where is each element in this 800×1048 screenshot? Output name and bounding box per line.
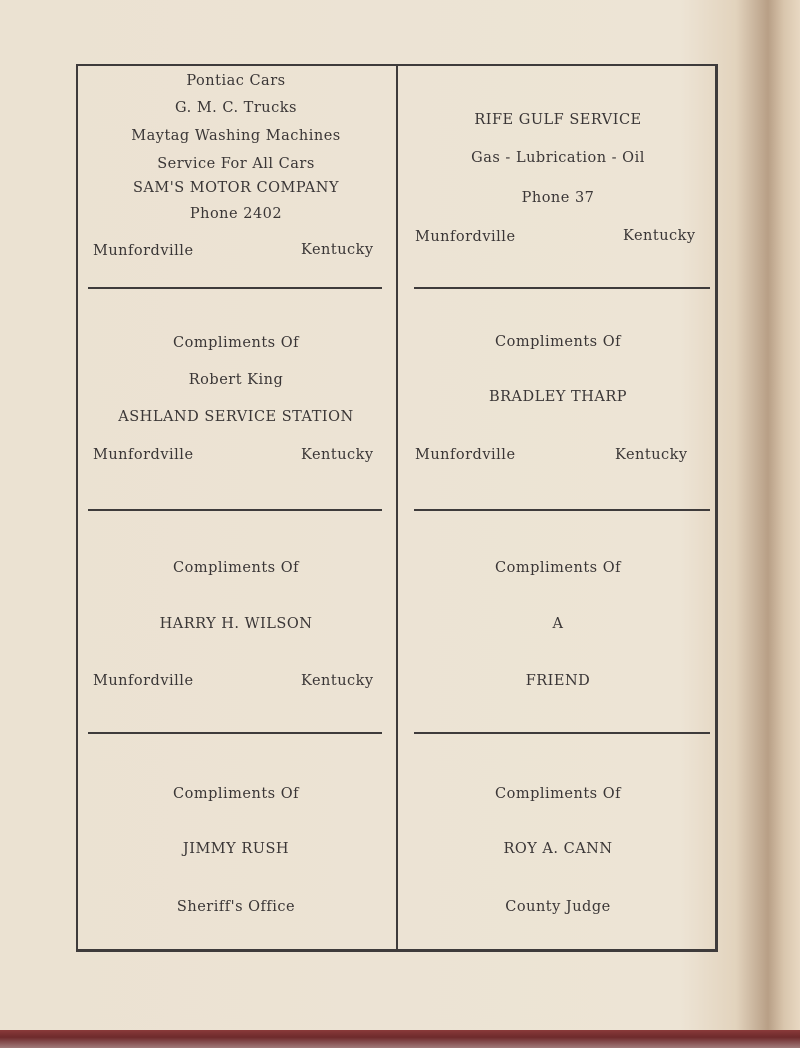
ad-name: JIMMY RUSH <box>182 841 290 857</box>
separator <box>88 509 382 511</box>
ad-roy-a-cann <box>400 735 716 949</box>
ad-city: Munfordville <box>93 447 194 463</box>
ad-line: A <box>552 616 564 632</box>
ad-title: RIFE GULF SERVICE <box>474 112 642 128</box>
ad-rife-gulf-service <box>400 66 716 286</box>
ad-city: Munfordville <box>415 229 516 245</box>
ad-phone: Phone 37 <box>521 190 595 206</box>
ad-name: BRADLEY THARP <box>488 389 628 405</box>
ad-city: Munfordville <box>93 243 194 259</box>
ad-state: Kentucky <box>301 673 374 689</box>
ad-name: HARRY H. WILSON <box>159 616 313 632</box>
column-divider <box>396 66 398 950</box>
ad-line: Sheriff's Office <box>176 899 296 915</box>
separator <box>414 732 710 734</box>
ad-harry-h-wilson <box>80 512 392 730</box>
ad-ashland-service-station <box>80 290 392 508</box>
ad-jimmy-rush <box>80 735 392 949</box>
ad-line: Compliments Of <box>495 786 621 802</box>
ad-line: FRIEND <box>525 673 591 689</box>
separator <box>414 509 710 511</box>
ad-a-friend <box>400 512 716 730</box>
ad-city: Munfordville <box>93 673 194 689</box>
ad-state: Kentucky <box>615 447 688 463</box>
ad-line: Compliments Of <box>495 560 621 576</box>
ad-name: ROY A. CANN <box>503 841 613 857</box>
ad-name: Robert King <box>188 372 284 388</box>
ad-state: Kentucky <box>301 447 374 463</box>
ad-title: SAM'S MOTOR COMPANY <box>132 180 340 196</box>
ad-line: County Judge <box>505 899 611 915</box>
ad-line: Maytag Washing Machines <box>131 128 341 144</box>
ad-title: ASHLAND SERVICE STATION <box>118 409 354 425</box>
ad-city: Munfordville <box>415 447 516 463</box>
ad-line: Compliments Of <box>173 335 299 351</box>
ad-line: Compliments Of <box>173 560 299 576</box>
book-cover-edge <box>0 1030 800 1048</box>
ad-sams-motor-company <box>80 66 392 286</box>
separator <box>88 732 382 734</box>
ad-bradley-tharp <box>400 290 716 508</box>
ad-phone: Phone 2402 <box>189 206 283 222</box>
ad-line: G. M. C. Trucks <box>175 100 297 116</box>
ad-line: Compliments Of <box>173 786 299 802</box>
ad-line: Gas - Lubrication - Oil <box>471 150 645 166</box>
separator <box>414 287 710 289</box>
ad-line: Service For All Cars <box>157 156 315 172</box>
ad-line: Compliments Of <box>495 334 621 350</box>
ad-line: Pontiac Cars <box>186 73 286 89</box>
ad-state: Kentucky <box>623 228 696 244</box>
ad-state: Kentucky <box>301 242 374 258</box>
separator <box>88 287 382 289</box>
